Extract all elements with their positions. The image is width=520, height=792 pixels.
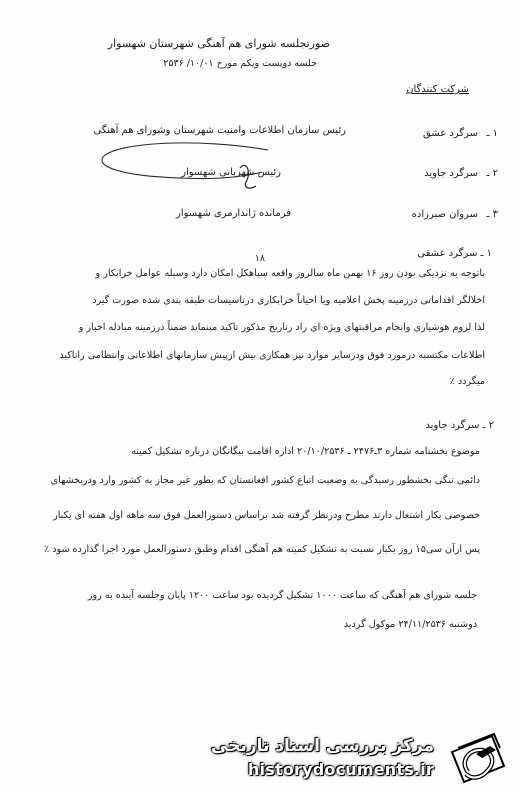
closing-line-1: جلسه شورای هم آهنگی که ساعت ۱۰۰۰ تشکیل گردیده بود ساعت ۱۲۰۰ پایان وجلسه آینده به روز [87,590,477,601]
participant-3-name: سروان صبرزاده [411,209,478,220]
section-1-line-2: اخلالگر اقداماتی درزمینه پخش اعلامیه ویا احیاناً خرابکاری درتاسیسات طبقه بندی شده صورت گیرد [92,295,485,306]
participant-2-name: سرگرد جاوید [424,168,478,179]
section-2-line-3: خصوصی بکار اشتغال دارند مطرح ودرنظر گرفته شد براساس دستورالعمل فوق سه ماهه اول هفته ای یکبار [53,510,480,521]
section-1-line-5: میگردد ٪ [449,376,485,387]
participant-3-role: فرمانده ژاندارمری شهسوار [176,208,291,219]
section-2-line-1: موضوع بخشنامه شماره ۳ـ۲۴۷۶ ـ ۲۰/۱۰/۲۵۳۶ اداره اقامت بیگانگان درباره تشکیل کمیته [131,446,480,457]
section-2-line-2: دائمی تنگی بخشطور رسیدگی به وضعیت اتباع کشور افغانستان که بطور غیر مجاز به کشور وارد ودربخشهای [50,475,480,486]
watermark-title: مرکز بررسی اسناد تاریخی [211,736,434,756]
participant-2-role: رئیس شهربانی شهسوار [181,167,281,178]
archive-watermark [211,722,520,792]
participant-1-role: رئیس سازمان اطلاعات وامنیت شهرستان وشورای هم آهنگی [93,125,346,136]
marginal-mark: ۱۸ [254,253,265,264]
participant-3-number: ۳ ـ [486,209,498,220]
section-1-line-3: لذا لزوم هوشیاری وانجام مراقبتهای ویژه ای راد رتاریخ مذکور تاکید مینماید ضمناً درزمینه مبادله اخبار و [78,322,485,333]
watermark-url: historydocuments.ir [247,760,434,779]
session-date-line: جلسه دویست ویکم مورخ ۱۰/۰۱/ ۲۵۳۶ [163,58,317,69]
section-1-heading: ۱ ـ سرگرد عشقی [417,248,492,259]
section-1-line-1: باتوجه به نزدیکی بودن روز ۱۶ بهمن ماه سالروز واقعه سیاهکل امکان دارد وسیله عوامل خرابکار و [95,268,485,279]
participants-heading: شرکت کنندگان [406,84,469,95]
archive-logo-icon [446,728,510,788]
closing-line-2: دوشنبه ۲۴/۱۱/۲۵۳۶ موکول گردید [343,619,477,630]
document-title: صورتجلسه شورای هم آهنگی شهرستان شهسوار [107,37,330,50]
section-2-line-4: پس ازآن سی۱۵ روز یکبار نسبت به تشکیل کمیته هم آهنگی اقدام وطبق دستورالعمل مورد اجرا گذارده شود ٪ [44,544,480,555]
handwritten-signature [0,0,520,230]
section-1-line-4: اطلاعات مکتسبه درمورد فوق ودرسایر موارد نیز همکاری بیش ازپیش سازمانهای اطلاعاتی وانتظامی راتاکید [59,350,485,361]
participant-1-number: ۱ ـ [486,128,498,139]
participant-2-number: ۲ ـ [486,168,498,179]
section-2-heading: ۲ ـ سرگرد جاوید [425,420,494,431]
participant-1-name: سرگرد عشق [422,128,478,139]
